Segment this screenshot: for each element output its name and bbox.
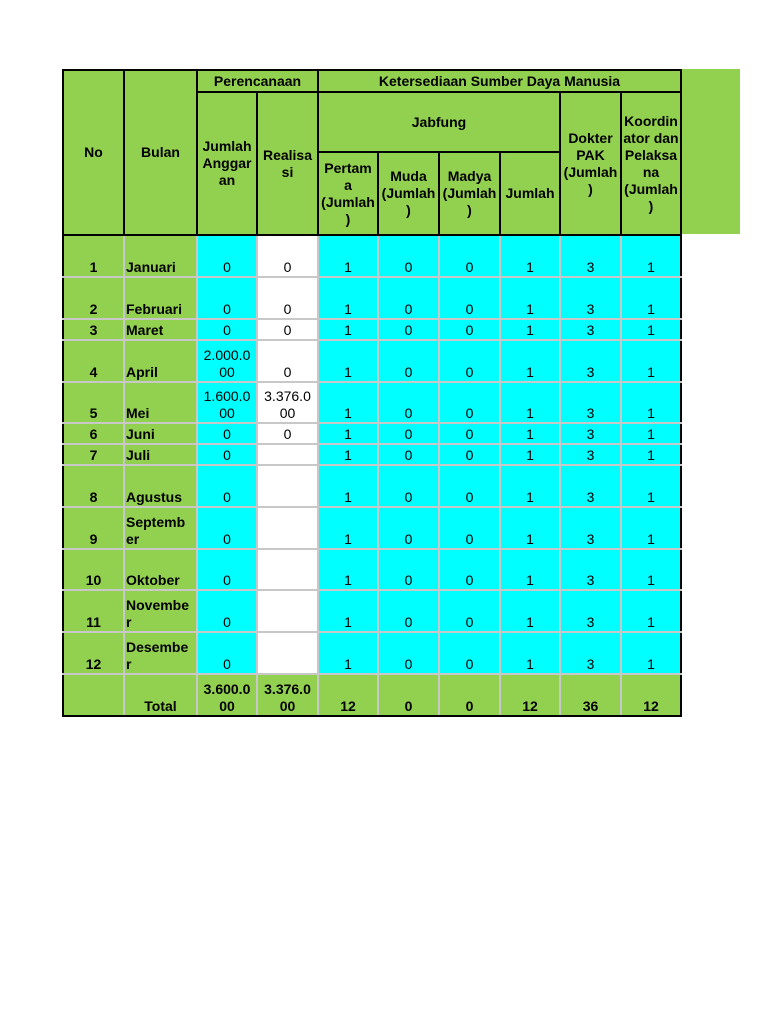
cell-jumlah: 1: [500, 423, 560, 444]
table-row: [63, 423, 681, 444]
cell-dokter: 3: [560, 632, 621, 674]
cell-anggaran: 1.600.0 00: [197, 382, 257, 423]
cell-madya: 0: [439, 444, 500, 465]
cell-koordinator: 1: [621, 382, 681, 423]
cell-koordinator: 1: [621, 444, 681, 465]
cell-bulan: Septemb er: [124, 507, 197, 549]
cell-madya: 0: [439, 507, 500, 549]
cell-muda: 0: [378, 549, 439, 590]
cell-anggaran: 0: [197, 277, 257, 319]
cell-realisasi: 0: [257, 340, 318, 382]
cell-realisasi: [257, 465, 318, 507]
cell-madya: 0: [439, 319, 500, 340]
total-jumlah: 12: [500, 674, 560, 716]
total-realisasi: 3.376.0 00: [257, 674, 318, 716]
total-dokter: 36: [560, 674, 621, 716]
cell-dokter: 3: [560, 549, 621, 590]
header-bulan: Bulan: [124, 70, 197, 235]
cell-bulan: Februari: [124, 277, 197, 319]
cell-pertama: 1: [318, 590, 378, 632]
cell-koordinator: 1: [621, 465, 681, 507]
cell-koordinator: 1: [621, 632, 681, 674]
cell-koordinator: 1: [621, 423, 681, 444]
cell-muda: 0: [378, 382, 439, 423]
cell-no: 6: [63, 423, 124, 444]
cell-madya: 0: [439, 465, 500, 507]
cell-no: 2: [63, 277, 124, 319]
cell-jumlah: 1: [500, 340, 560, 382]
cell-madya: 0: [439, 632, 500, 674]
cell-jumlah: 1: [500, 549, 560, 590]
header-jumlah-anggaran: Jumlah Anggar an: [197, 92, 257, 235]
cell-koordinator: 1: [621, 277, 681, 319]
cell-no: 10: [63, 549, 124, 590]
table-row: [63, 549, 681, 590]
cell-no: 12: [63, 632, 124, 674]
cell-jumlah: 1: [500, 277, 560, 319]
cell-bulan: Mei: [124, 382, 197, 423]
cell-madya: 0: [439, 382, 500, 423]
cell-bulan: Juni: [124, 423, 197, 444]
table-row: [63, 507, 681, 549]
total-madya: 0: [439, 674, 500, 716]
cell-koordinator: 1: [621, 319, 681, 340]
cell-muda: 0: [378, 235, 439, 277]
table-row: [63, 444, 681, 465]
header-perencanaan: Perencanaan: [197, 70, 318, 92]
cell-koordinator: 1: [621, 340, 681, 382]
cell-anggaran: 0: [197, 319, 257, 340]
cell-dokter: 3: [560, 507, 621, 549]
table-body: [63, 235, 681, 716]
cell-bulan: April: [124, 340, 197, 382]
total-no-cell: [63, 674, 124, 716]
header-no: No: [63, 70, 124, 235]
cell-dokter: 3: [560, 235, 621, 277]
table-row: [63, 235, 681, 277]
cell-bulan: Novembe r: [124, 590, 197, 632]
cell-muda: 0: [378, 465, 439, 507]
cell-madya: 0: [439, 340, 500, 382]
cell-anggaran: 0: [197, 444, 257, 465]
table-row: [63, 465, 681, 507]
cell-realisasi: [257, 549, 318, 590]
header-realisasi: Realisa si: [257, 92, 318, 235]
cell-anggaran: 0: [197, 632, 257, 674]
cell-bulan: Oktober: [124, 549, 197, 590]
cell-realisasi: [257, 444, 318, 465]
cell-anggaran: 0: [197, 465, 257, 507]
cell-muda: 0: [378, 319, 439, 340]
cell-realisasi: 3.376.0 00: [257, 382, 318, 423]
cell-realisasi: [257, 507, 318, 549]
cell-anggaran: 0: [197, 423, 257, 444]
cell-dokter: 3: [560, 444, 621, 465]
cell-jumlah: 1: [500, 465, 560, 507]
cell-no: 9: [63, 507, 124, 549]
cell-realisasi: 0: [257, 235, 318, 277]
header-jabfung: Jabfung: [318, 92, 560, 152]
cell-realisasi: 0: [257, 423, 318, 444]
cell-jumlah: 1: [500, 590, 560, 632]
header-pertama: Pertam a (Jumlah ): [318, 152, 378, 235]
header-koordinator: Koordin ator dan Pelaksa na (Jumlah ): [621, 92, 681, 235]
total-row: [63, 674, 681, 716]
cell-anggaran: 0: [197, 549, 257, 590]
header-ketersediaan: Ketersediaan Sumber Daya Manusia: [318, 70, 681, 92]
cell-pertama: 1: [318, 465, 378, 507]
cell-jumlah: 1: [500, 444, 560, 465]
cell-no: 7: [63, 444, 124, 465]
cell-madya: 0: [439, 235, 500, 277]
cell-koordinator: 1: [621, 235, 681, 277]
cell-muda: 0: [378, 423, 439, 444]
total-koordinator: 12: [621, 674, 681, 716]
cell-jumlah: 1: [500, 632, 560, 674]
table-row: [63, 319, 681, 340]
cell-anggaran: 2.000.0 00: [197, 340, 257, 382]
cell-madya: 0: [439, 549, 500, 590]
cell-no: 8: [63, 465, 124, 507]
cell-pertama: 1: [318, 632, 378, 674]
total-anggaran: 3.600.0 00: [197, 674, 257, 716]
cell-dokter: 3: [560, 340, 621, 382]
cell-bulan: Agustus: [124, 465, 197, 507]
cell-pertama: 1: [318, 382, 378, 423]
cell-madya: 0: [439, 590, 500, 632]
cell-pertama: 1: [318, 507, 378, 549]
cell-muda: 0: [378, 590, 439, 632]
header-dokter-pak: Dokter PAK (Jumlah ): [560, 92, 621, 235]
cell-pertama: 1: [318, 319, 378, 340]
cell-dokter: 3: [560, 319, 621, 340]
cell-anggaran: 0: [197, 590, 257, 632]
cell-realisasi: 0: [257, 277, 318, 319]
cell-jumlah: 1: [500, 382, 560, 423]
cell-dokter: 3: [560, 590, 621, 632]
sdm-table: [62, 69, 682, 717]
table-header: [63, 70, 681, 235]
cell-no: 1: [63, 235, 124, 277]
cell-muda: 0: [378, 340, 439, 382]
cell-pertama: 1: [318, 340, 378, 382]
cell-koordinator: 1: [621, 590, 681, 632]
cell-jumlah: 1: [500, 319, 560, 340]
table-row: [63, 340, 681, 382]
table-row: [63, 382, 681, 423]
cell-pertama: 1: [318, 277, 378, 319]
header-jumlah: Jumlah: [500, 152, 560, 235]
cell-realisasi: 0: [257, 319, 318, 340]
cell-dokter: 3: [560, 423, 621, 444]
cell-no: 4: [63, 340, 124, 382]
cell-koordinator: 1: [621, 507, 681, 549]
cell-jumlah: 1: [500, 235, 560, 277]
cell-jumlah: 1: [500, 507, 560, 549]
cell-no: 5: [63, 382, 124, 423]
cell-realisasi: [257, 590, 318, 632]
cell-bulan: Desembe r: [124, 632, 197, 674]
cell-dokter: 3: [560, 277, 621, 319]
cell-bulan: Januari: [124, 235, 197, 277]
table-row: [63, 277, 681, 319]
cell-pertama: 1: [318, 549, 378, 590]
cell-realisasi: [257, 632, 318, 674]
cell-madya: 0: [439, 277, 500, 319]
cell-pertama: 1: [318, 444, 378, 465]
total-pertama: 12: [318, 674, 378, 716]
cell-muda: 0: [378, 632, 439, 674]
cell-no: 11: [63, 590, 124, 632]
header-fill-extension: [680, 69, 740, 234]
total-muda: 0: [378, 674, 439, 716]
cell-anggaran: 0: [197, 235, 257, 277]
cell-bulan: Maret: [124, 319, 197, 340]
cell-dokter: 3: [560, 465, 621, 507]
cell-madya: 0: [439, 423, 500, 444]
cell-muda: 0: [378, 277, 439, 319]
cell-pertama: 1: [318, 235, 378, 277]
table-row: [63, 590, 681, 632]
cell-koordinator: 1: [621, 549, 681, 590]
table-row: [63, 632, 681, 674]
cell-anggaran: 0: [197, 507, 257, 549]
total-label: Total: [124, 674, 197, 716]
cell-no: 3: [63, 319, 124, 340]
header-muda: Muda (Jumlah ): [378, 152, 439, 235]
cell-dokter: 3: [560, 382, 621, 423]
header-madya: Madya (Jumlah ): [439, 152, 500, 235]
cell-muda: 0: [378, 444, 439, 465]
cell-bulan: Juli: [124, 444, 197, 465]
cell-muda: 0: [378, 507, 439, 549]
cell-pertama: 1: [318, 423, 378, 444]
